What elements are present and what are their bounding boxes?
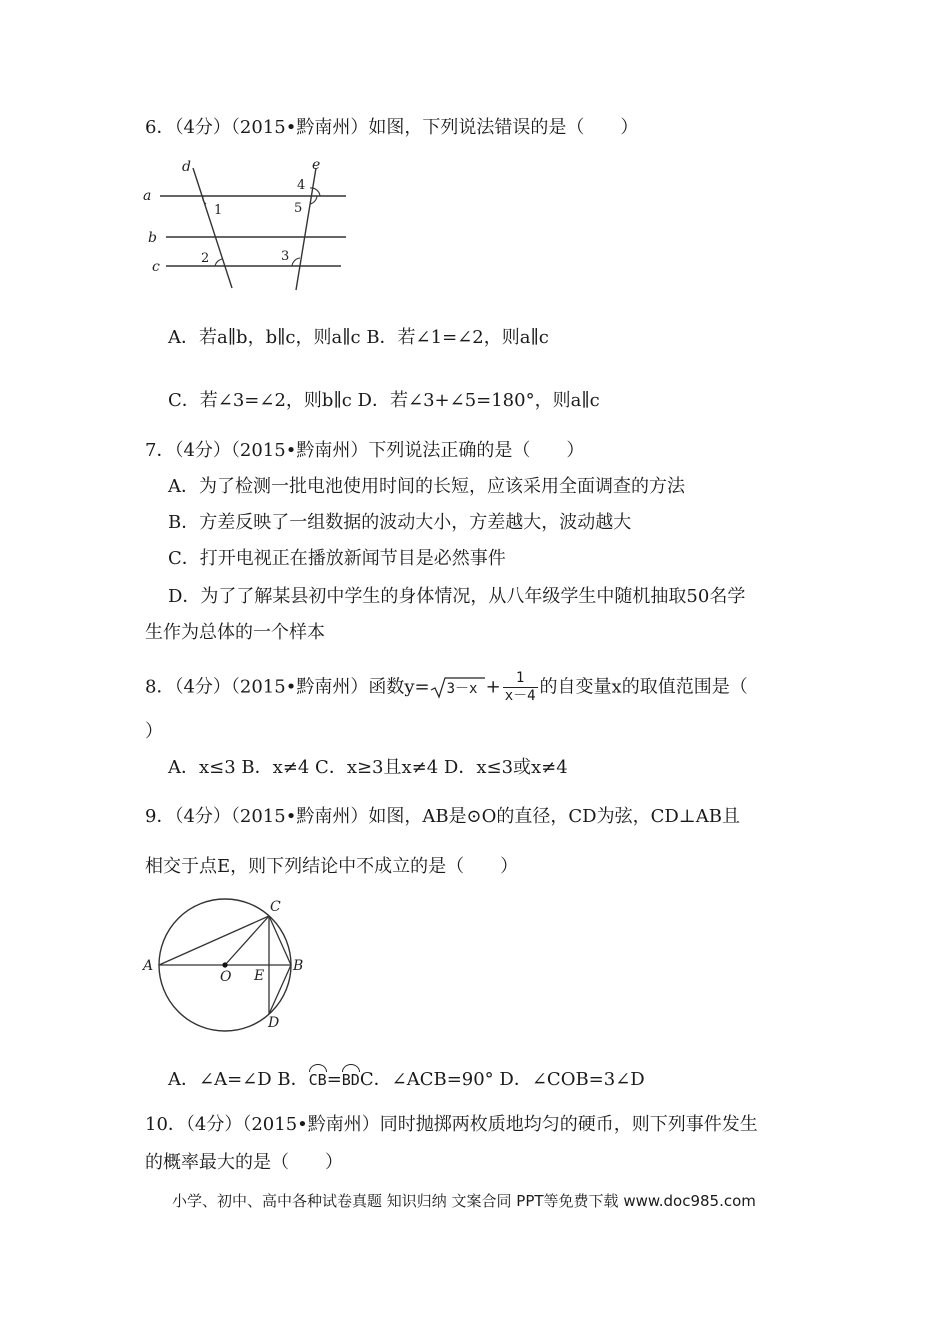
q8-options: A．x≤3 B．x≠4 C．x≥3且x≠4 D．x≤3或x≠4 [168,757,568,778]
q6-options-ab: A．若a∥b，b∥c，则a∥c B．若∠1=∠2，则a∥c [168,327,549,348]
q8-stem-pre: 8．（4分）（2015•黔南州）函数y= [145,676,430,698]
angle-arc-3 [292,258,300,266]
label-angle-4: 4 [297,178,306,193]
page-footer: 小学、初中、高中各种试卷真题 知识归纳 文案合同 PPT等免费下载 www.doc985.com [172,1192,756,1210]
label-a: a [143,188,152,204]
q8-stem-end: ） [145,721,163,742]
q7-option-d: D．为了了解某县初中学生的身体情况，从八年级学生中随机抽取50名学 [168,586,746,607]
q7-option-d-cont: 生作为总体的一个样本 [145,622,325,643]
label-B: B [293,958,304,974]
q7-stem: 7．（4分）（2015•黔南州）下列说法正确的是（ ） [145,440,585,461]
label-c: c [152,259,160,275]
q10-stem-cont: 的概率最大的是（ ） [145,1152,343,1173]
label-D: D [268,1015,280,1031]
arc-cb: CB [309,1064,327,1092]
q7-option-a: A．为了检测一批电池使用时间的长短，应该采用全面调查的方法 [168,476,685,497]
label-O: O [220,969,232,985]
parallel-lines-figure [138,152,353,294]
label-E: E [254,968,265,984]
q8-stem [145,670,748,705]
label-angle-2: 2 [201,251,210,266]
circle-figure [140,896,310,1034]
segment-bd [269,965,291,1014]
q6-stem: 6．（4分）（2015•黔南州）如图，下列说法错误的是（ ） [145,117,639,138]
q9-stem-cont: 相交于点E，则下列结论中不成立的是（ ） [145,856,519,877]
q9-options [168,1064,645,1092]
angle-arc-2 [215,259,222,266]
segment-ac [159,916,269,965]
q8-stem-post: 的自变量x的取值范围是（ [539,676,748,698]
line-d [193,168,232,288]
q9-options-rest: C．∠ACB=90° D．∠COB=3∠D [359,1069,645,1090]
segment-cb [269,916,291,965]
label-d: d [182,159,191,175]
angle-arc-1 [203,196,206,204]
arc-bd: BD [342,1064,360,1092]
label-b: b [148,230,157,246]
q6-options-cd: C．若∠3=∠2，则b∥c D．若∠3+∠5=180°，则a∥c [168,390,600,411]
label-A: A [143,958,154,974]
fraction-numerator: 1 [503,670,538,688]
fraction [503,670,538,705]
label-e: e [312,157,321,173]
segment-oc [225,916,269,965]
equals-sign: = [326,1069,342,1090]
q7-option-b: B．方差反映了一组数据的波动大小，方差越大，波动越大 [168,512,632,533]
sqrt-expression [430,676,486,700]
q10-stem: 10．（4分）（2015•黔南州）同时抛掷两枚质地均匀的硬币，则下列事件发生 [145,1114,758,1135]
label-angle-3: 3 [281,249,290,264]
q7-option-c: C．打开电视正在播放新闻节目是必然事件 [168,548,506,569]
plus-sign: + [485,676,501,698]
label-angle-5: 5 [294,201,303,216]
label-C: C [270,899,281,915]
fraction-denominator: x－4 [504,688,536,704]
q9-stem: 9．（4分）（2015•黔南州）如图，AB是⊙O的直径，CD为弦，CD⊥AB且 [145,806,740,827]
label-angle-1: 1 [214,203,223,218]
center-point [222,962,227,967]
radicand: 3－x [446,680,478,697]
q9-option-a: A．∠A=∠D B． [168,1069,309,1090]
